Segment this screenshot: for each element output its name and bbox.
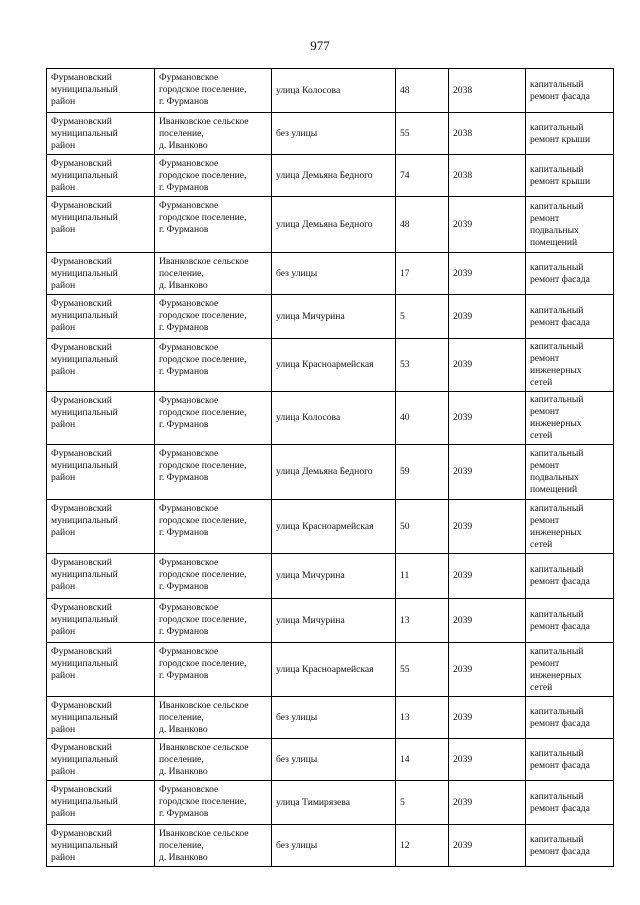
house-number-cell: 48 bbox=[396, 197, 449, 253]
registry-table bbox=[46, 68, 614, 867]
district-cell: Фурмановский муниципальный район bbox=[47, 445, 155, 500]
district-cell: Фурмановский муниципальный район bbox=[47, 295, 155, 339]
year-cell: 2039 bbox=[449, 500, 526, 554]
work-type-cell: капитальный ремонт фасада bbox=[526, 825, 614, 867]
house-number-cell: 40 bbox=[396, 392, 449, 445]
district-cell: Фурмановский муниципальный район bbox=[47, 197, 155, 253]
house-number-cell: 11 bbox=[396, 554, 449, 599]
street-cell: улица Мичурина bbox=[272, 295, 396, 339]
table-row bbox=[47, 781, 614, 825]
settlement-cell: Фурмановское городское поселение, г. Фурманов bbox=[155, 500, 272, 554]
work-type-cell: капитальный ремонт фасада bbox=[526, 781, 614, 825]
year-cell: 2039 bbox=[449, 197, 526, 253]
settlement-cell: Иванковское сельское поселение, д. Иванково bbox=[155, 697, 272, 739]
work-type-cell: капитальный ремонт подвальных помещений bbox=[526, 197, 614, 253]
settlement-cell: Фурмановское городское поселение, г. Фурманов bbox=[155, 445, 272, 500]
house-number-cell: 48 bbox=[396, 69, 449, 113]
table-row bbox=[47, 339, 614, 392]
district-cell: Фурмановский муниципальный район bbox=[47, 253, 155, 295]
street-cell: улица Мичурина bbox=[272, 554, 396, 599]
year-cell: 2039 bbox=[449, 392, 526, 445]
settlement-cell: Фурмановское городское поселение, г. Фурманов bbox=[155, 554, 272, 599]
table-row bbox=[47, 69, 614, 113]
work-type-cell: капитальный ремонт фасада bbox=[526, 554, 614, 599]
settlement-cell: Фурмановское городское поселение, г. Фурманов bbox=[155, 69, 272, 113]
work-type-cell: капитальный ремонт фасада bbox=[526, 69, 614, 113]
registry-table-body bbox=[47, 69, 614, 867]
district-cell: Фурмановский муниципальный район bbox=[47, 69, 155, 113]
settlement-cell: Фурмановское городское поселение, г. Фурманов bbox=[155, 155, 272, 197]
year-cell: 2038 bbox=[449, 113, 526, 155]
work-type-cell: капитальный ремонт подвальных помещений bbox=[526, 445, 614, 500]
year-cell: 2039 bbox=[449, 295, 526, 339]
year-cell: 2039 bbox=[449, 697, 526, 739]
table-row bbox=[47, 253, 614, 295]
table-row bbox=[47, 295, 614, 339]
settlement-cell: Фурмановское городское поселение, г. Фурманов bbox=[155, 295, 272, 339]
house-number-cell: 55 bbox=[396, 113, 449, 155]
street-cell: улица Колосова bbox=[272, 392, 396, 445]
year-cell: 2039 bbox=[449, 554, 526, 599]
work-type-cell: капитальный ремонт крыши bbox=[526, 155, 614, 197]
work-type-cell: капитальный ремонт фасада bbox=[526, 599, 614, 643]
work-type-cell: капитальный ремонт инженерных сетей bbox=[526, 500, 614, 554]
street-cell: без улицы bbox=[272, 697, 396, 739]
year-cell: 2038 bbox=[449, 155, 526, 197]
street-cell: улица Демьяна Бедного bbox=[272, 197, 396, 253]
work-type-cell: капитальный ремонт фасада bbox=[526, 739, 614, 781]
table-row bbox=[47, 697, 614, 739]
work-type-cell: капитальный ремонт инженерных сетей bbox=[526, 392, 614, 445]
street-cell: без улицы bbox=[272, 113, 396, 155]
house-number-cell: 59 bbox=[396, 445, 449, 500]
work-type-cell: капитальный ремонт инженерных сетей bbox=[526, 339, 614, 392]
street-cell: улица Демьяна Бедного bbox=[272, 155, 396, 197]
house-number-cell: 5 bbox=[396, 781, 449, 825]
street-cell: улица Тимирязева bbox=[272, 781, 396, 825]
district-cell: Фурмановский муниципальный район bbox=[47, 554, 155, 599]
settlement-cell: Фурмановское городское поселение, г. Фурманов bbox=[155, 392, 272, 445]
district-cell: Фурмановский муниципальный район bbox=[47, 599, 155, 643]
page-number: 977 bbox=[310, 38, 330, 53]
table-row bbox=[47, 554, 614, 599]
settlement-cell: Иванковское сельское поселение, д. Иванково bbox=[155, 113, 272, 155]
table-row bbox=[47, 825, 614, 867]
house-number-cell: 55 bbox=[396, 643, 449, 697]
district-cell: Фурмановский муниципальный район bbox=[47, 739, 155, 781]
street-cell: улица Красноармейская bbox=[272, 643, 396, 697]
district-cell: Фурмановский муниципальный район bbox=[47, 155, 155, 197]
table-row bbox=[47, 392, 614, 445]
district-cell: Фурмановский муниципальный район bbox=[47, 500, 155, 554]
work-type-cell: капитальный ремонт крыши bbox=[526, 113, 614, 155]
table-row bbox=[47, 445, 614, 500]
work-type-cell: капитальный ремонт фасада bbox=[526, 697, 614, 739]
year-cell: 2039 bbox=[449, 445, 526, 500]
district-cell: Фурмановский муниципальный район bbox=[47, 643, 155, 697]
settlement-cell: Иванковское сельское поселение, д. Иванково bbox=[155, 825, 272, 867]
street-cell: без улицы bbox=[272, 739, 396, 781]
year-cell: 2039 bbox=[449, 739, 526, 781]
house-number-cell: 14 bbox=[396, 739, 449, 781]
house-number-cell: 74 bbox=[396, 155, 449, 197]
street-cell: улица Мичурина bbox=[272, 599, 396, 643]
work-type-cell: капитальный ремонт фасада bbox=[526, 253, 614, 295]
table-row bbox=[47, 197, 614, 253]
house-number-cell: 5 bbox=[396, 295, 449, 339]
street-cell: без улицы bbox=[272, 253, 396, 295]
year-cell: 2039 bbox=[449, 825, 526, 867]
settlement-cell: Иванковское сельское поселение, д. Иванково bbox=[155, 253, 272, 295]
year-cell: 2038 bbox=[449, 69, 526, 113]
table-row bbox=[47, 599, 614, 643]
house-number-cell: 13 bbox=[396, 599, 449, 643]
street-cell: улица Колосова bbox=[272, 69, 396, 113]
house-number-cell: 50 bbox=[396, 500, 449, 554]
house-number-cell: 13 bbox=[396, 697, 449, 739]
work-type-cell: капитальный ремонт фасада bbox=[526, 295, 614, 339]
district-cell: Фурмановский муниципальный район bbox=[47, 697, 155, 739]
district-cell: Фурмановский муниципальный район bbox=[47, 339, 155, 392]
year-cell: 2039 bbox=[449, 643, 526, 697]
table-row bbox=[47, 739, 614, 781]
settlement-cell: Фурмановское городское поселение, г. Фурманов bbox=[155, 339, 272, 392]
street-cell: без улицы bbox=[272, 825, 396, 867]
table-row bbox=[47, 113, 614, 155]
settlement-cell: Фурмановское городское поселение, г. Фурманов bbox=[155, 599, 272, 643]
settlement-cell: Иванковское сельское поселение, д. Иванково bbox=[155, 739, 272, 781]
street-cell: улица Демьяна Бедного bbox=[272, 445, 396, 500]
district-cell: Фурмановский муниципальный район bbox=[47, 113, 155, 155]
table-row bbox=[47, 643, 614, 697]
year-cell: 2039 bbox=[449, 339, 526, 392]
work-type-cell: капитальный ремонт инженерных сетей bbox=[526, 643, 614, 697]
house-number-cell: 12 bbox=[396, 825, 449, 867]
settlement-cell: Фурмановское городское поселение, г. Фурманов bbox=[155, 197, 272, 253]
year-cell: 2039 bbox=[449, 781, 526, 825]
street-cell: улица Красноармейская bbox=[272, 500, 396, 554]
district-cell: Фурмановский муниципальный район bbox=[47, 392, 155, 445]
year-cell: 2039 bbox=[449, 599, 526, 643]
street-cell: улица Красноармейская bbox=[272, 339, 396, 392]
settlement-cell: Фурмановское городское поселение, г. Фурманов bbox=[155, 643, 272, 697]
settlement-cell: Фурмановское городское поселение, г. Фурманов bbox=[155, 781, 272, 825]
district-cell: Фурмановский муниципальный район bbox=[47, 781, 155, 825]
house-number-cell: 17 bbox=[396, 253, 449, 295]
district-cell: Фурмановский муниципальный район bbox=[47, 825, 155, 867]
house-number-cell: 53 bbox=[396, 339, 449, 392]
table-row bbox=[47, 500, 614, 554]
table-row bbox=[47, 155, 614, 197]
year-cell: 2039 bbox=[449, 253, 526, 295]
